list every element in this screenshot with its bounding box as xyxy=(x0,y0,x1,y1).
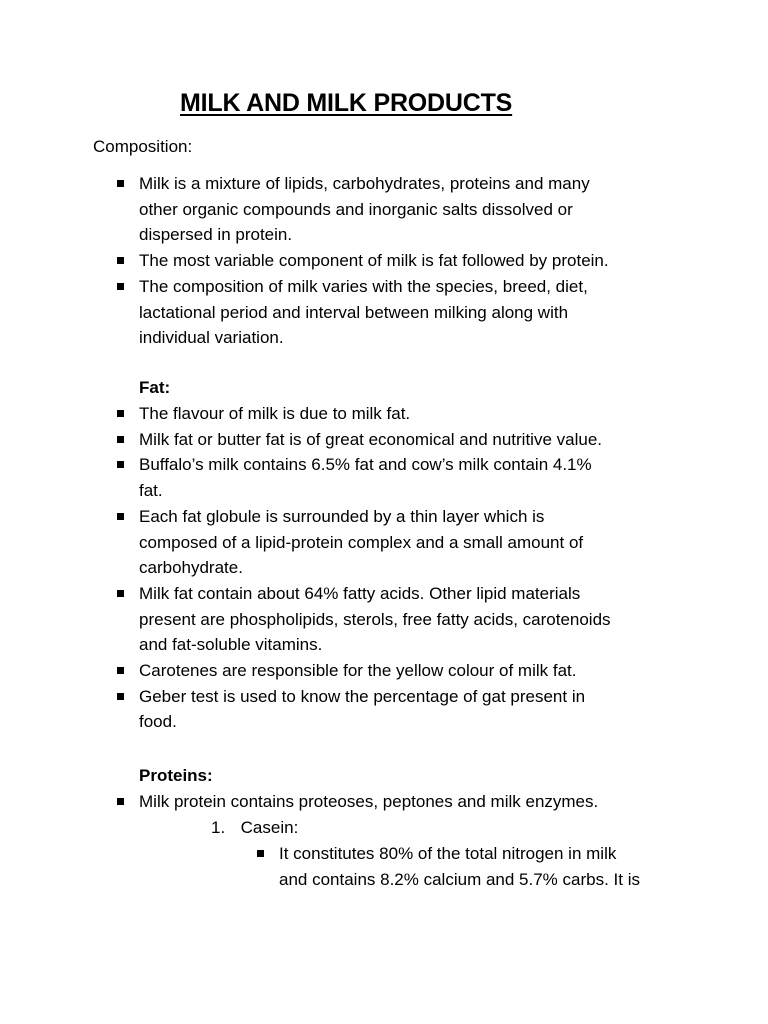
list-item-text: The most variable component of milk is fat followed by protein. xyxy=(139,251,609,271)
numbered-item-casein xyxy=(211,815,298,841)
list-item xyxy=(139,401,611,427)
list-item-text: The flavour of milk is due to milk fat. xyxy=(139,404,411,423)
list-item xyxy=(139,427,611,453)
square-bullet-icon xyxy=(117,410,124,417)
square-bullet-icon xyxy=(117,513,124,520)
fat-list xyxy=(139,401,611,735)
list-item-text: Milk is a mixture of lipids, carbohydrates, proteins and many other organic compounds and inorganic salts dissolved or dispersed in protein. xyxy=(139,174,590,245)
list-item-text: It constitutes 80% of the total nitrogen in milk and contains 8.2% calcium and 5.7% carbs. It is xyxy=(279,844,640,889)
list-item xyxy=(139,581,611,658)
square-bullet-icon xyxy=(117,693,124,700)
list-item xyxy=(139,274,609,351)
list-item-label: Casein: xyxy=(240,818,299,837)
list-item-text: Milk fat or butter fat is of great economical and nutritive value. xyxy=(139,429,603,449)
proteins-list xyxy=(139,789,598,815)
list-item-text: Geber test is used to know the percentage of gat present in food. xyxy=(139,686,586,732)
proteins-heading: Proteins: xyxy=(139,766,213,785)
list-item xyxy=(139,452,611,503)
composition-list xyxy=(139,171,609,351)
list-item-text: The composition of milk varies with the species, breed, diet, lactational period and interval between milking along with individual variation. xyxy=(139,276,588,348)
square-bullet-icon xyxy=(117,257,124,264)
square-bullet-icon xyxy=(117,283,124,290)
list-item xyxy=(139,789,598,815)
list-item xyxy=(139,248,609,274)
document-title: MILK AND MILK PRODUCTS xyxy=(180,89,513,117)
list-item-text: Buffalo’s milk contains 6.5% fat and cow’s milk contain 4.1% fat. xyxy=(139,455,592,501)
casein-list xyxy=(279,841,640,892)
square-bullet-icon xyxy=(117,436,124,443)
square-bullet-icon xyxy=(117,461,124,468)
composition-heading: Composition: xyxy=(93,137,193,156)
list-item xyxy=(139,504,611,581)
list-item-text: Milk protein contains proteoses, peptones and milk enzymes. xyxy=(139,792,599,811)
list-item xyxy=(279,841,640,892)
list-item-text: Each fat globule is surrounded by a thin layer which is composed of a lipid-protein complex and a small amount of carbohydrate. xyxy=(139,506,584,578)
list-item xyxy=(139,658,611,684)
fat-heading: Fat: xyxy=(139,378,171,397)
list-item-text: Carotenes are responsible for the yellow colour of milk fat. xyxy=(139,661,577,681)
list-item-text: Milk fat contain about 64% fatty acids. Other lipid materials present are phospholipids, sterols, free fatty acids, carotenoids and fat-soluble vitamins. xyxy=(139,583,611,655)
list-item xyxy=(139,684,611,735)
list-number: 1. xyxy=(211,818,226,837)
list-item xyxy=(139,171,609,248)
square-bullet-icon xyxy=(117,180,124,187)
square-bullet-icon xyxy=(117,590,124,597)
square-bullet-icon xyxy=(117,667,124,674)
square-bullet-icon xyxy=(117,798,124,805)
square-bullet-icon xyxy=(257,850,264,857)
